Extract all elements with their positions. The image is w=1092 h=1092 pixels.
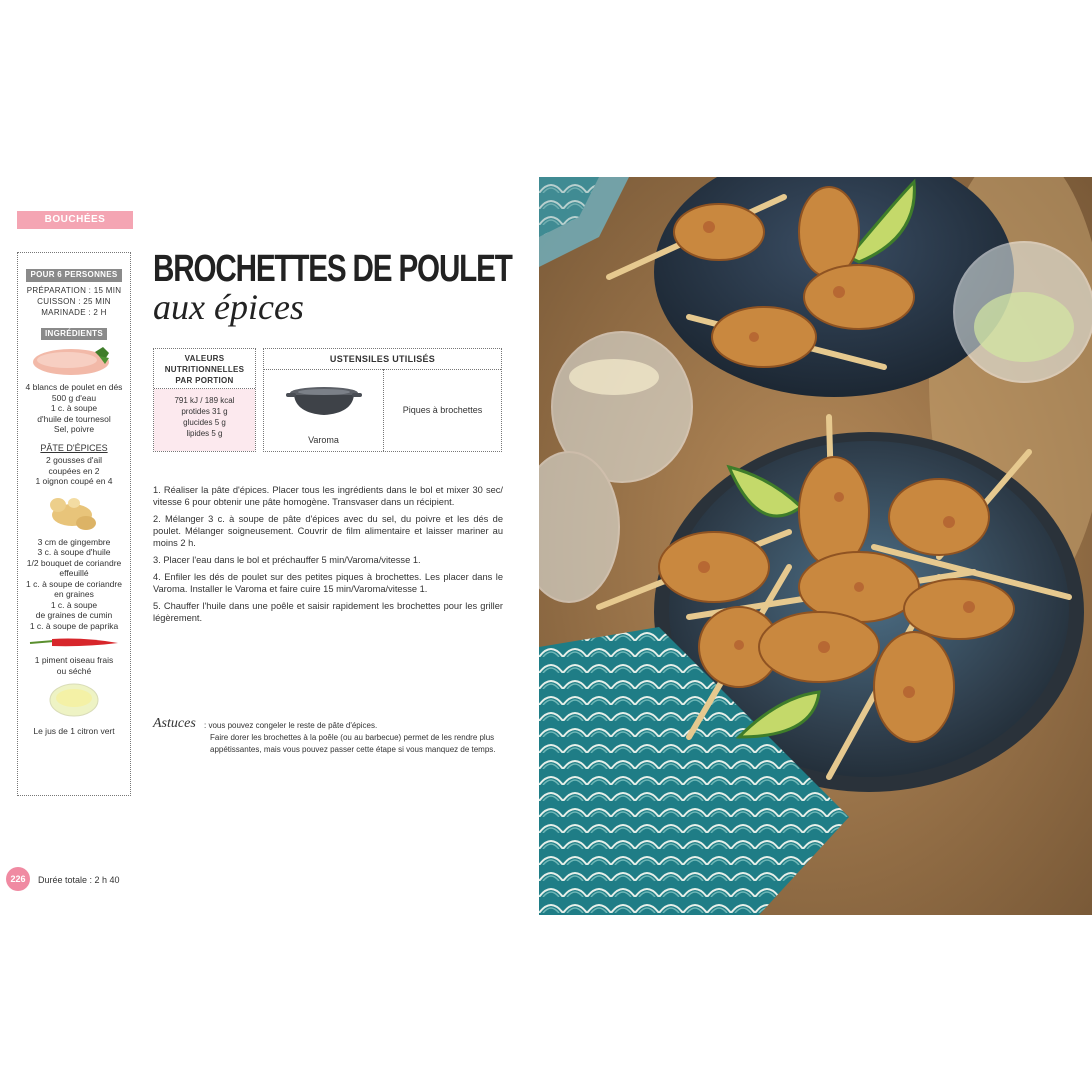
carbs-value: glucides 5 g [183, 418, 226, 427]
tips-text [204, 720, 504, 756]
times-list [18, 285, 130, 318]
chicken-breast-icon [29, 344, 119, 378]
nutrition-heading-line: VALEURS [184, 354, 225, 363]
recipe-steps [153, 484, 503, 629]
ingredients-badge: INGRÉDIENTS [41, 328, 107, 341]
ingredient-item: ou séché [56, 665, 92, 676]
ingredient-item: 1 c. à soupe [50, 403, 98, 413]
utensils-heading: USTENSILES UTILISÉS [264, 349, 501, 370]
ingredients-sidebar [17, 252, 131, 796]
ingredient-item: 1/2 bouquet de coriandre [26, 557, 122, 568]
nutrition-values [154, 389, 255, 451]
utensils-box [263, 348, 502, 452]
paste-list-b [18, 537, 130, 632]
nutrition-heading-line: NUTRITIONNELLES [164, 365, 245, 374]
ingredient-item: 3 cm de gingembre [37, 536, 111, 547]
ingredient-item: en graines [54, 589, 94, 599]
utensil-varoma [264, 369, 384, 451]
ingredient-item: coupées en 2 [48, 465, 100, 476]
tip-line: Faire dorer les brochettes à la poêle (ou au barbecue) permet de les rendre plus appétissantes, mais vous pouvez passer cette étape si vous manquez de temps. [210, 733, 496, 754]
marinade-time: MARINADE : 2 H [41, 307, 107, 317]
nutrition-heading-line: PAR PORTION [175, 376, 234, 385]
paste-list-c [18, 655, 130, 676]
skewers-photo-illustration [539, 177, 1092, 915]
category-tab: BOUCHÉES [17, 211, 133, 229]
step-1: 1. Réaliser la pâte d'épices. Placer tous les ingrédients dans le bol et mixer 30 sec/ vitesse 6 pour obtenir une pâte homogène. Transvaser dans un récipient. [153, 485, 503, 507]
ingredient-item: 1 c. à soupe [50, 599, 98, 610]
ingredient-item: de graines de cumin [35, 610, 113, 620]
nutrition-box [153, 348, 256, 452]
page-number: 226 [6, 867, 30, 891]
step-2: 2. Mélanger 3 c. à soupe de pâte d'épices avec du sel, du poivre et les dés de poulet. Mélanger soigneusement. Couvrir de film alimentaire et laisser mariner au moins 2 h. [153, 514, 503, 548]
utensil-skewers: Piques à brochettes [402, 405, 483, 415]
ingredient-item: 4 blancs de poulet en dés [25, 382, 123, 392]
fat-value: lipides 5 g [186, 429, 223, 438]
step-3: 3. Placer l'eau dans le bol et préchauffer 5 min/Varoma/vitesse 1. [153, 555, 421, 565]
ginger-icon [44, 491, 104, 533]
ingredient-item: 1 c. à soupe de paprika [29, 620, 119, 631]
main-ingredients [18, 382, 130, 435]
ingredient-item: 500 g d'eau [51, 392, 97, 403]
varoma-label: Varoma [308, 435, 339, 445]
servings-badge: POUR 6 PERSONNES [26, 269, 121, 282]
ingredient-item: effeuillé [59, 568, 89, 578]
paste-heading: PÂTE D'ÉPICES [40, 442, 108, 453]
tips-label: Astuces [153, 716, 196, 731]
varoma-icon [284, 383, 364, 423]
ingredient-item: 2 gousses d'ail [46, 455, 102, 465]
cook-time: CUISSON : 25 MIN [37, 296, 111, 306]
ingredient-item: 1 oignon coupé en 4 [35, 476, 113, 486]
ingredient-item: Sel, poivre [53, 424, 95, 434]
recipe-title: BROCHETTES DE POULET [153, 248, 512, 290]
nutrition-heading [154, 349, 255, 389]
ingredient-item: 1 piment oiseau frais [34, 655, 114, 665]
ingredient-item: d'huile de tournesol [37, 413, 111, 424]
paste-list-a [18, 455, 130, 487]
ingredient-item: 1 c. à soupe de coriandre [26, 578, 122, 589]
chili-pepper-icon [24, 635, 124, 651]
step-4: 4. Enfiler les dés de poulet sur des petites piques à brochettes. Les placer dans le Varoma. Installer le Varoma et faire cuire 15 min/Varoma/vitesse 1. [153, 572, 503, 594]
recipe-photo [539, 177, 1092, 915]
step-5: 5. Chauffer l'huile dans une poêle et saisir rapidement les brochettes pour les griller légèrement. [153, 601, 503, 623]
protein-value: protides 31 g [181, 407, 228, 416]
ingredient-item: Le jus de 1 citron vert [33, 726, 115, 736]
lime-juice-icon [46, 680, 102, 720]
total-time: Durée totale : 2 h 40 [38, 875, 120, 885]
prep-time: PRÉPARATION : 15 MIN [26, 285, 122, 295]
energy-value: 791 kJ / 189 kcal [174, 396, 235, 405]
recipe-subtitle: aux épices [153, 287, 304, 327]
tip-line: : vous pouvez congeler le reste de pâte d'épices. [204, 721, 378, 730]
ingredient-item: 3 c. à soupe d'huile [37, 547, 111, 557]
